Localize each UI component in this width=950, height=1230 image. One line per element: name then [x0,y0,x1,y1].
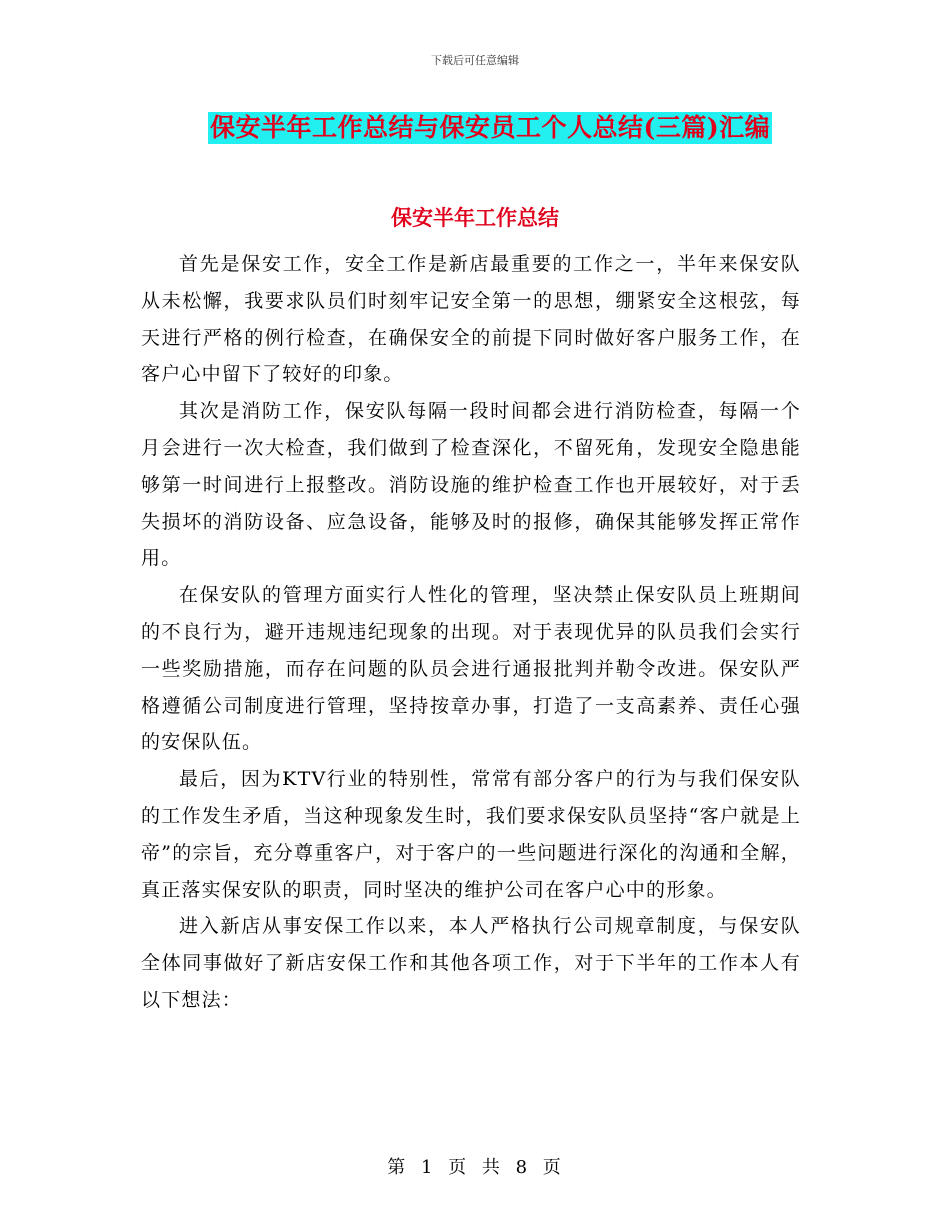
paragraph-4: 最后，因为KTV行业的特别性，常常有部分客户的行为与我们保安队的工作发生矛盾，当这种现象发生时，我们要求保安队员坚持“客户就是上帝”的宗旨，充分尊重客户，对于客户的一些问题进行深化的沟通和全解，真正落实保安队的职责，同时坚决的维护公司在客户心中的形象。 [141,768,801,901]
paragraph-2: 其次是消防工作，保安队每隔一段时间都会进行消防检查，每隔一个月会进行一次大检查，我们做到了检查深化，不留死角，发现安全隐患能够第一时间进行上报整改。消防设施的维护检查工作也开展较好，对于丢失损坏的消防设备、应急设备，能够及时的报修，确保其能够发挥正常作用。 [141,400,801,570]
section-title: 保安半年工作总结 [391,205,559,230]
paragraph-1: 首先是保安工作，安全工作是新店最重要的工作之一，半年来保安队从未松懈，我要求队员们时刻牢记安全第一的思想，绷紧安全这根弦，每天进行严格的例行检查，在确保安全的前提下同时做好客户服务工作，在客户心中留下了较好的印象。 [141,253,801,386]
page-footer: 第 1 页 共 8 页 [387,1157,563,1178]
paragraph-3: 在保安队的管理方面实行人性化的管理，坚决禁止保安队员上班期间的不良行为，避开违规违纪现象的出现。对于表现优异的队员我们会实行一些奖励措施，而存在问题的队员会进行通报批判并勒令改进。保安队严格遵循公司制度进行管理，坚持按章办事，打造了一支高素养、责任心强的安保队伍。 [141,584,801,754]
paragraph-5: 进入新店从事安保工作以来，本人严格执行公司规章制度，与保安队全体同事做好了新店安保工作和其他各项工作，对于下半年的工作本人有以下想法： [141,915,801,1011]
body-content [141,246,801,1019]
document-title: 保安半年工作总结与保安员工个人总结(三篇)汇编 [210,113,771,142]
header-note: 下载后可任意编辑 [431,54,519,67]
